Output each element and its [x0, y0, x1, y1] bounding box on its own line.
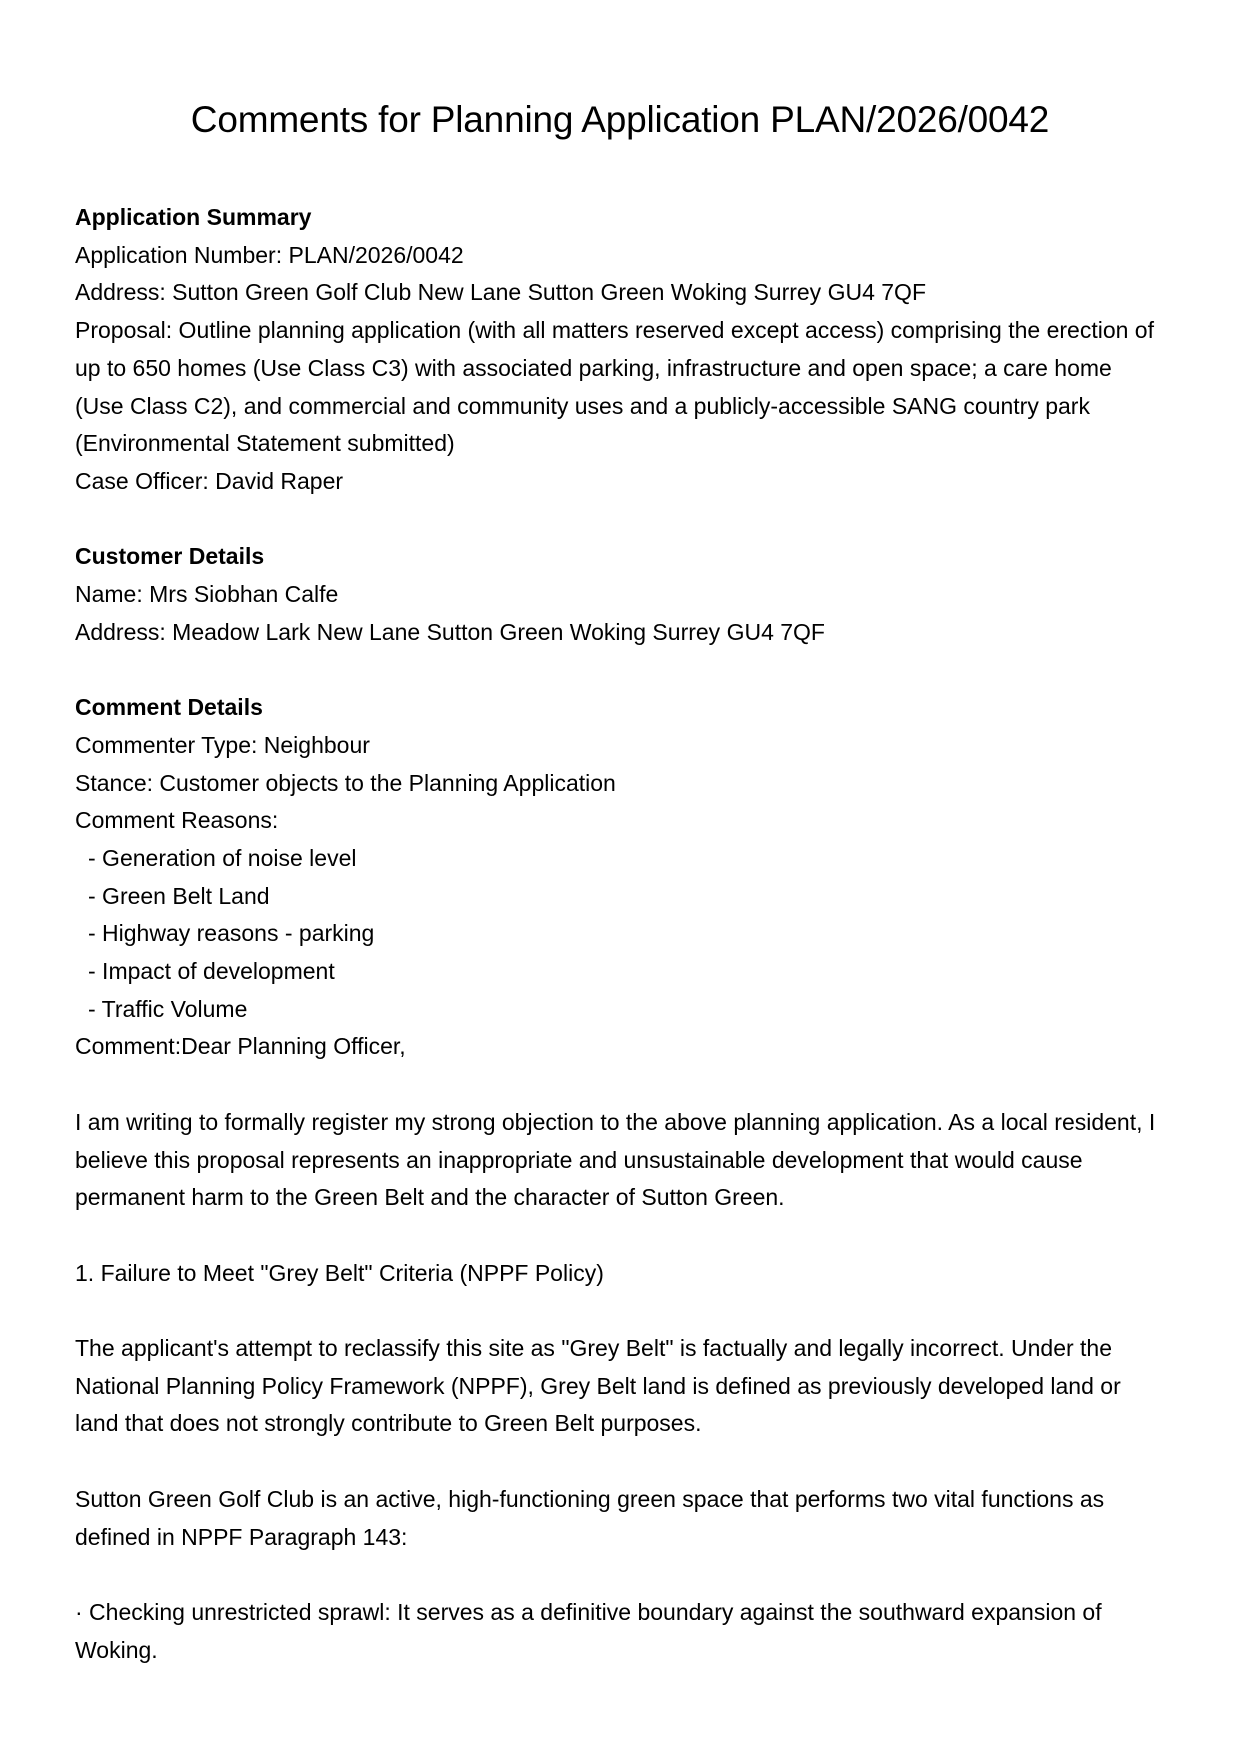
comment-reason-item: - Green Belt Land	[88, 882, 270, 909]
customer-details-heading: Customer Details	[75, 543, 265, 570]
document-body	[75, 199, 1165, 1669]
comment-paragraph: Sutton Green Golf Club is an active, high-functioning green space that performs two vital functions as defined in NPPF Paragraph 143:	[75, 1485, 1105, 1550]
comment-reason-item: - Impact of development	[88, 958, 335, 985]
application-proposal: Proposal: Outline planning application (with all matters reserved except access) comprising the erection of up to 650 homes (Use Class C3) with associated parking, infrastructure and open space; a care home (Use Class C2), and commercial and community uses and a publicly-accessible SANG country park (Environmental Statement submitted)	[75, 317, 1154, 457]
comment-details-heading: Comment Details	[75, 694, 263, 721]
comment-reason-item: - Generation of noise level	[88, 844, 357, 871]
comment-reason-item: - Highway reasons - parking	[88, 920, 375, 947]
commenter-type: Commenter Type: Neighbour	[75, 731, 370, 758]
customer-name: Name: Mrs Siobhan Calfe	[75, 581, 339, 608]
comment-paragraph: I am writing to formally register my strong objection to the above planning application. As a local resident, I believe this proposal represents an inappropriate and unsustainable development that would cause permanent harm to the Green Belt and the character of Sutton Green.	[75, 1108, 1156, 1211]
stance: Stance: Customer objects to the Planning Application	[75, 769, 616, 796]
comment-reason-item: - Traffic Volume	[88, 995, 248, 1022]
application-number: Application Number: PLAN/2026/0042	[75, 241, 464, 268]
case-officer: Case Officer: David Raper	[75, 467, 344, 494]
page-title: Comments for Planning Application PLAN/2026/0042	[190, 99, 1050, 140]
comment-paragraph: The applicant's attempt to reclassify this site as "Grey Belt" is factually and legally incorrect. Under the National Planning Policy Framework (NPPF), Grey Belt land is defined as previously developed land or land that does not strongly contribute to Green Belt purposes.	[75, 1335, 1121, 1437]
application-summary-heading: Application Summary	[75, 204, 312, 230]
comment-reasons-label: Comment Reasons:	[75, 807, 279, 834]
comment-intro: Comment:Dear Planning Officer,	[75, 1033, 406, 1060]
comment-paragraph: · Checking unrestricted sprawl: It serves as a definitive boundary against the southward expansion of Woking.	[75, 1598, 1102, 1663]
comment-paragraph: 1. Failure to Meet "Grey Belt" Criteria (NPPF Policy)	[75, 1259, 604, 1286]
application-address: Address: Sutton Green Golf Club New Lane Sutton Green Woking Surrey GU4 7QF	[75, 279, 926, 306]
customer-address: Address: Meadow Lark New Lane Sutton Green Woking Surrey GU4 7QF	[75, 618, 825, 645]
